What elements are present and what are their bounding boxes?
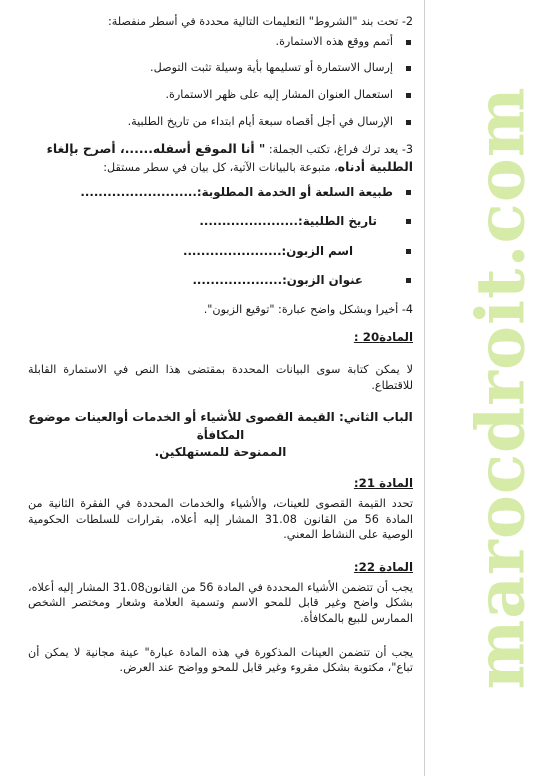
field-order-date: تاريخ الطلبية:...................... bbox=[28, 213, 393, 230]
bullet-deadline: الإرسال في أجل أقصاه سبعة أيام ابتداء من تاريخ الطلبية. bbox=[28, 114, 393, 130]
item-3-suffix: ، متبوعة بالبيانات الآتية، كل بيان في سطر مستقل: bbox=[103, 161, 338, 175]
article-20-title: المادة20 : bbox=[353, 330, 413, 345]
bullet-sign-form: أتمم ووقع هذه الاستمارة. bbox=[28, 34, 393, 50]
article-20-body: لا يمكن كتابة سوى البيانات المحددة بمقتضى هذا النص في الاستمارة القابلة للاقتطاع. bbox=[28, 362, 413, 392]
field-customer-address: عنوان الزبون:.................... bbox=[28, 272, 393, 289]
article-21-body: تحدد القيمة القصوى للعينات، والأشياء والخدمات المحددة في الفقرة الثانية من المادة 56 من القانون 31.08 المشار إليه أعلاه، بقرارات للسلطات الحكومية الوصية على النشاط المعني. bbox=[28, 496, 413, 542]
article-21-title: المادة 21: bbox=[353, 476, 413, 491]
watermark bbox=[453, 0, 549, 776]
chapter-2-line-1: الباب الثاني: القيمة القصوى للأشياء أو الخدمات أوالعينات موضوع المكافأة bbox=[28, 410, 413, 442]
chapter-2-line-2: الممنوحة للمستهلكين. bbox=[154, 445, 287, 460]
item-3-quote: " أنا الموقع أسفله......، أصرح بإلغاء الطلبية أدناه bbox=[46, 141, 413, 175]
item-2-bullets bbox=[28, 34, 413, 130]
field-goods-nature: طبيعة السلعة أو الخدمة المطلوبة:.......................... bbox=[28, 184, 393, 201]
document-body bbox=[28, 14, 413, 682]
item-3 bbox=[28, 140, 413, 175]
chapter-2-heading bbox=[28, 409, 413, 461]
item-4: 4- أخيرا وبشكل واضح عبارة: "توقيع الزبون". bbox=[203, 302, 413, 316]
margin-divider bbox=[424, 0, 425, 776]
item-2: 2- تحت بند "الشروط" التعليمات التالية محددة في أسطر منفصلة: bbox=[107, 15, 413, 28]
item-3-fields bbox=[28, 184, 413, 289]
watermark-text: marocdroit.com bbox=[462, 86, 541, 690]
field-customer-name: اسم الزبون:...................... bbox=[28, 243, 393, 260]
bullet-send-form: إرسال الاستمارة أو تسليمها بأية وسيلة تثبت التوصل. bbox=[28, 60, 393, 76]
article-22-para-2: يجب أن تتضمن العينات المذكورة في هذه المادة عبارة" عينة مجانية لا يمكن أن تباع"، مكتوبة بشكل مقروء وغير قابل للمحو وواضح عند العرض. bbox=[28, 645, 413, 675]
item-3-prefix: 3- يعد ترك فراغ، تكتب الجملة: bbox=[265, 143, 413, 157]
article-22-title: المادة 22: bbox=[353, 560, 413, 574]
bullet-use-address: استعمال العنوان المشار إليه على ظهر الاستمارة. bbox=[28, 87, 393, 103]
article-22-para-1: يجب أن تتضمن الأشياء المحددة في المادة 56 من القانون31.08 المشار إليه أعلاه، بشكل واضح وغير قابل للمحو الاسم وتسمية العلامة وشعار ومختصر الشخص الممارس للبيع بالمكافأة. bbox=[28, 580, 413, 625]
